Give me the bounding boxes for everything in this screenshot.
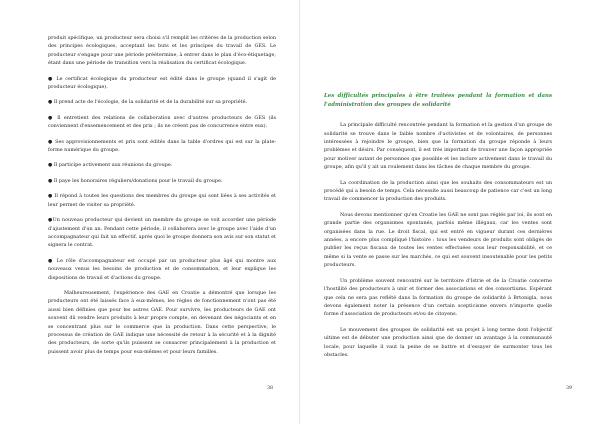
bullet-item: ● Il entretient des relations de collaboration avec d'autres producteurs de GES (ils conviennent d'ensemencement et des prix ; ils ne créent pas de concurrence entre eux). <box>48 114 276 130</box>
bullet-item: ● Il répond à toutes les questions des membres du groupe qui sont liées à ses activités et leur permet de visiter sa propriété. <box>48 193 276 208</box>
bullet-item: ● Le certificat écologique du producteur est édité dans le groupe (quand il s'agit de producteur écologique). <box>48 75 276 91</box>
bullet-item: ● Le rôle d'accompagnateur est occupé par un producteur plus âgé qui montre aux nouveaux venus les besoins de production et de consommation, et leur explique les dispositions de travail et d'actions du groupe. <box>48 257 276 281</box>
paragraph: La coordination de la production ainsi que les souhaits des consommateurs est un procédé qui a besoin de temps. Cela nécessite aussi beaucoup de patience car c'est un long travail de commencer la production des produits. <box>324 179 552 203</box>
bullet-item: ● Il prend acte de l'écologie, de la solidarité et de la durabilité sur sa propriété. <box>48 99 248 106</box>
page-number: 38 <box>267 386 274 391</box>
paragraph: Malheureusement, l'expérience des GAE en Croatie a démontré que lorsque les producteurs ont été laissés face à eux-mêmes, les règles de fonctionnement n'ont pas été aussi bien définies que pour les autres GAE. Pour survivre, les producteurs de GAE ont souvent dû vendre leurs produits à leur propre compte, en devenant des négociants et en se concentrant plus sur le commerce que la production. Dans cette perspective, le processus de création de GAE indique une nécessité de retour à la sécurité et à la dignité des producteurs, de sorte qu'ils puissent se consacrer principalement à la production et puissent avoir plus de temps pour eux-mêmes et pour leurs familles. <box>48 289 276 355</box>
paragraph: produit spécifique, un producteur sera choisi s'il remplit les critères de la production selon des principes écologiques, acceptant les buts et les principes du travail de GES. Le producteur s'engage pour une période préétermine, à entrer dans le plan d'éco-étiquetage, étant dans une période de transition vers la réalisation du certificat écologique. <box>48 35 276 67</box>
bullet-item: ● Il paye les honoraires réguliers/donations pour le travail du groupe. <box>48 177 223 184</box>
right-page-text <box>324 92 552 366</box>
bullet-item: ● Il participe activement aux réunions du groupe. <box>48 162 173 169</box>
paragraph: La principale difficulté rencontrée pendant la formation et la gestion d'un groupe de solidarité se trouve dans le faible nombre d'activistes et de volontaires, de personnes intéressées à rejoindre le groupe, bien que la formation du groupe réponde à leurs problèmes et désirs. Par conséquent, il est très important de trouver une façon appropriée pour motiver autant de personnes que possible et les inclure activement dans le travail du groupe, afin qu'il y ait un roulement dans les tâches de chaque membre du groupe. <box>324 122 552 171</box>
paragraph: Le mouvement des groupes de solidarité est un projet à long terme dont l'objectif ultime est de débuter une production ainsi que de donner un avantage à la communauté locale, pour laquelle il vaut la peine de se battre et d'essayer de surmonter tous les obstacles. <box>324 326 552 358</box>
left-page-text <box>48 34 276 363</box>
paragraph: Nous devons mentionner qu'en Croatie les GAE ne sont pas réglés par loi, ils sont en grande partie des organismes spontanés, parfois même illégaux, car les ventes sont organisées dans la rue. Le droit fiscal, qui est entré en vigueur durant ces dernières années, a encore plus compliqué l'histoire : tous les vendeurs de produits sont obligés de publier les reçus fiscaux de toutes les ventes effectuées sous leur responsabilité, et ce même si la vente se passe sur les marchés, ce qui est souvent insoutenable pour les petits producteurs. <box>324 211 552 269</box>
bullet-item: ● Ses approvisionnements et prix sont édités dans la table d'ordres qui est sur la plate-forme numérique du groupe. <box>48 138 276 154</box>
page-number: 39 <box>566 386 573 391</box>
bullet-item: ●Un nouveau producteur qui devient un membre du groupe se voit accorder une période d'ajustement d'un an. Pendant cette période, il collaborera avec le groupe avec l'aide d'un accompagnateur qui fait un effectif, après quoi le groupe donnera son avis sur son statut et signera le contrat. <box>48 217 276 249</box>
paragraph: Un problème souvent rencontré sur le territoire d'Istrie et de la Croatie concerne l'hostilité des producteurs à unir et former des associations et des consortiums. Espérant que cela ne sera pas reflété dans la formation du groupe de solidarité à Brtonigla, nous devons également noter la présence d'un certain scepticisme envers n'importe quelle forme d'association de producteurs et/ou de citoyens. <box>324 277 552 318</box>
section-heading: Les difficultés principales à être traitées pendant la formation et dans l'administration des groupes de solidarité <box>324 93 552 108</box>
